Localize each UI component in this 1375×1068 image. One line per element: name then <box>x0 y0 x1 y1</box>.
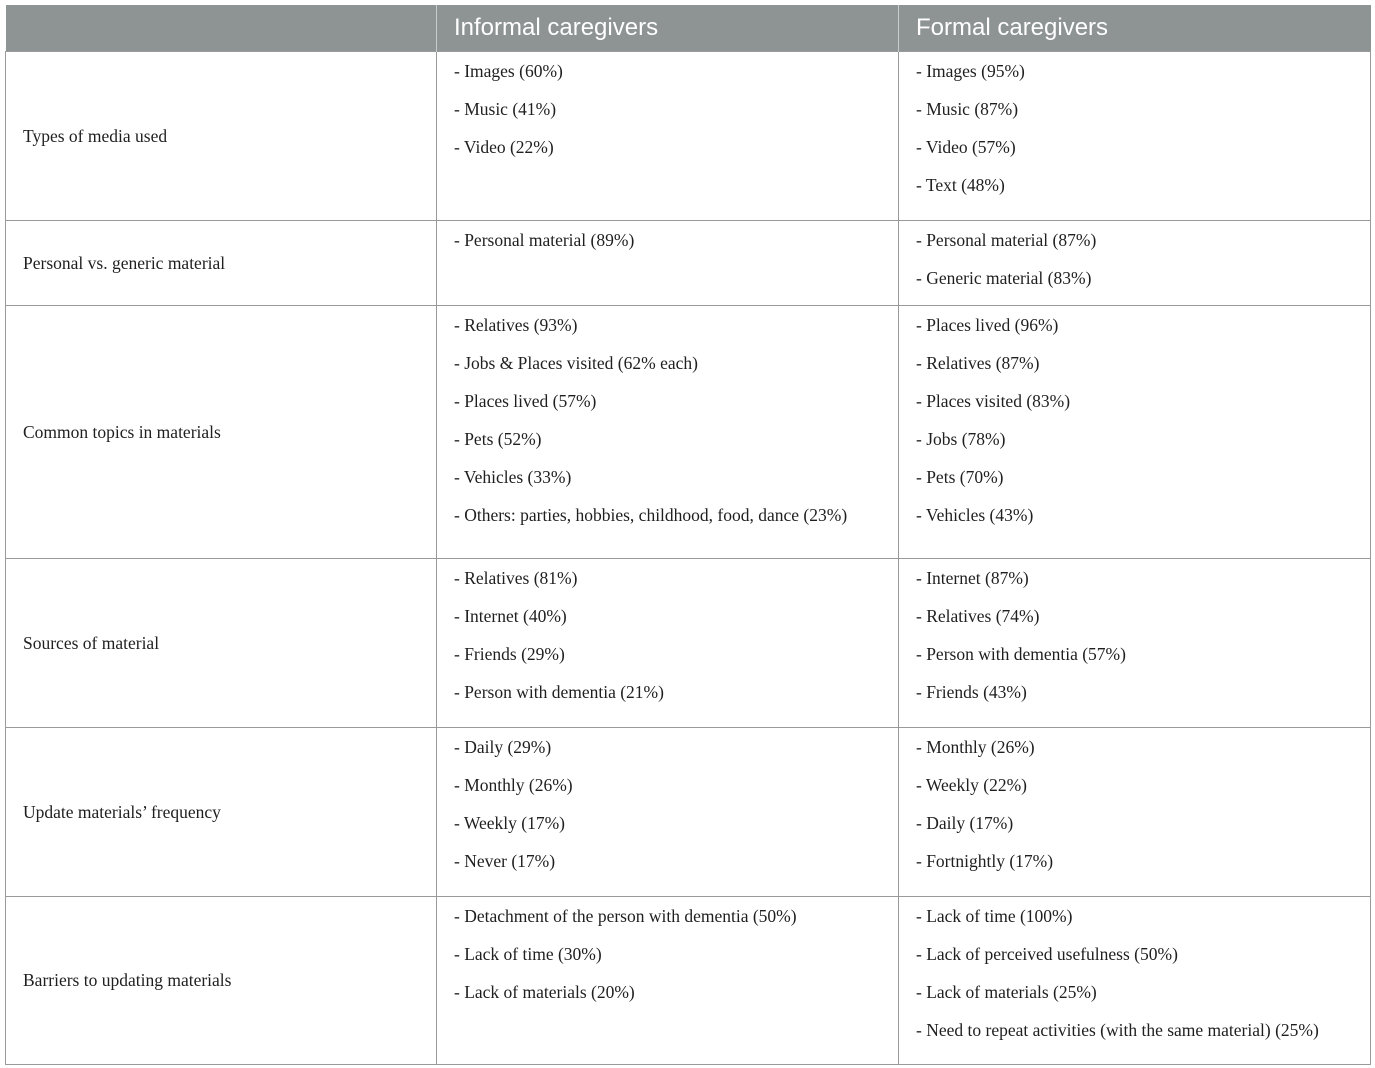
list-item: - Pets (70%) <box>916 466 1004 487</box>
row-label: Common topics in materials <box>6 305 437 558</box>
formal-cell <box>899 220 1371 305</box>
list-item: - Jobs & Places visited (62% each) <box>454 352 698 373</box>
list-item: - Relatives (81%) <box>454 567 578 588</box>
list-item: - Music (87%) <box>916 98 1019 119</box>
list-item: - Personal material (89%) <box>454 229 635 250</box>
list-item: - Video (57%) <box>916 136 1016 157</box>
list-item: - Places visited (83%) <box>916 390 1071 411</box>
list-item: - Daily (29%) <box>454 736 552 757</box>
header-row <box>6 5 1371 51</box>
table-row <box>6 727 1371 896</box>
informal-cell <box>437 896 899 1064</box>
formal-list <box>916 897 1370 1051</box>
formal-cell <box>899 896 1371 1064</box>
list-item: - Internet (87%) <box>916 567 1029 588</box>
list-item: - Monthly (26%) <box>916 736 1035 757</box>
row-label: Update materials’ frequency <box>6 727 437 896</box>
list-item: - Monthly (26%) <box>454 774 573 795</box>
row-label: Types of media used <box>6 51 437 220</box>
list-item: - Lack of materials (25%) <box>916 981 1097 1002</box>
list-item: - Relatives (93%) <box>454 314 578 335</box>
list-item: - Relatives (87%) <box>916 352 1040 373</box>
list-item: - Video (22%) <box>454 136 554 157</box>
table-row <box>6 305 1371 558</box>
list-item: - Others: parties, hobbies, childhood, food, dance (23%) <box>454 504 848 525</box>
list-item: - Person with dementia (21%) <box>454 681 664 702</box>
comparison-table <box>5 5 1371 1065</box>
list-item: - Vehicles (33%) <box>454 466 572 487</box>
list-item: - Images (60%) <box>454 60 563 81</box>
list-item: - Lack of perceived usefulness (50%) <box>916 943 1178 964</box>
list-item: - Detachment of the person with dementia (50%) <box>454 905 797 926</box>
list-item: - Places lived (96%) <box>916 314 1059 335</box>
informal-list <box>454 221 898 261</box>
formal-list <box>916 52 1370 206</box>
list-item: - Generic material (83%) <box>916 267 1092 288</box>
informal-list <box>454 728 898 882</box>
list-item: - Places lived (57%) <box>454 390 597 411</box>
informal-cell <box>437 51 899 220</box>
row-label: Personal vs. generic material <box>6 220 437 305</box>
list-item: - Weekly (17%) <box>454 812 566 833</box>
list-item: - Never (17%) <box>454 850 556 871</box>
row-label: Barriers to updating materials <box>6 896 437 1064</box>
informal-list <box>454 559 898 713</box>
formal-list <box>916 728 1370 882</box>
formal-cell <box>899 727 1371 896</box>
header-informal-caregivers: Informal caregivers <box>437 5 899 51</box>
list-item: - Lack of materials (20%) <box>454 981 635 1002</box>
list-item: - Jobs (78%) <box>916 428 1006 449</box>
header-formal-caregivers: Formal caregivers <box>899 5 1371 51</box>
list-item: - Person with dementia (57%) <box>916 643 1126 664</box>
list-item: - Internet (40%) <box>454 605 567 626</box>
table-body <box>6 51 1371 1064</box>
informal-cell <box>437 727 899 896</box>
list-item: - Vehicles (43%) <box>916 504 1034 525</box>
list-item: - Pets (52%) <box>454 428 542 449</box>
list-item: - Lack of time (100%) <box>916 905 1073 926</box>
table-row <box>6 220 1371 305</box>
list-item: - Friends (43%) <box>916 681 1027 702</box>
list-item: - Relatives (74%) <box>916 605 1040 626</box>
formal-cell <box>899 558 1371 727</box>
list-item: - Weekly (22%) <box>916 774 1028 795</box>
informal-list <box>454 897 898 1013</box>
table-row <box>6 51 1371 220</box>
table-row <box>6 558 1371 727</box>
formal-cell <box>899 305 1371 558</box>
informal-list <box>454 306 898 536</box>
list-item: - Text (48%) <box>916 174 1005 195</box>
formal-list <box>916 559 1370 713</box>
list-item: - Personal material (87%) <box>916 229 1097 250</box>
informal-cell <box>437 305 899 558</box>
list-item: - Need to repeat activities (with the same material) (25%) <box>916 1019 1319 1040</box>
formal-list <box>916 306 1370 536</box>
list-item: - Daily (17%) <box>916 812 1014 833</box>
list-item: - Music (41%) <box>454 98 557 119</box>
informal-list <box>454 52 898 168</box>
table-row <box>6 896 1371 1064</box>
formal-list <box>916 221 1370 299</box>
list-item: - Images (95%) <box>916 60 1025 81</box>
informal-cell <box>437 558 899 727</box>
formal-cell <box>899 51 1371 220</box>
list-item: - Fortnightly (17%) <box>916 850 1054 871</box>
list-item: - Friends (29%) <box>454 643 565 664</box>
row-label: Sources of material <box>6 558 437 727</box>
list-item: - Lack of time (30%) <box>454 943 602 964</box>
informal-cell <box>437 220 899 305</box>
header-blank <box>6 5 437 51</box>
